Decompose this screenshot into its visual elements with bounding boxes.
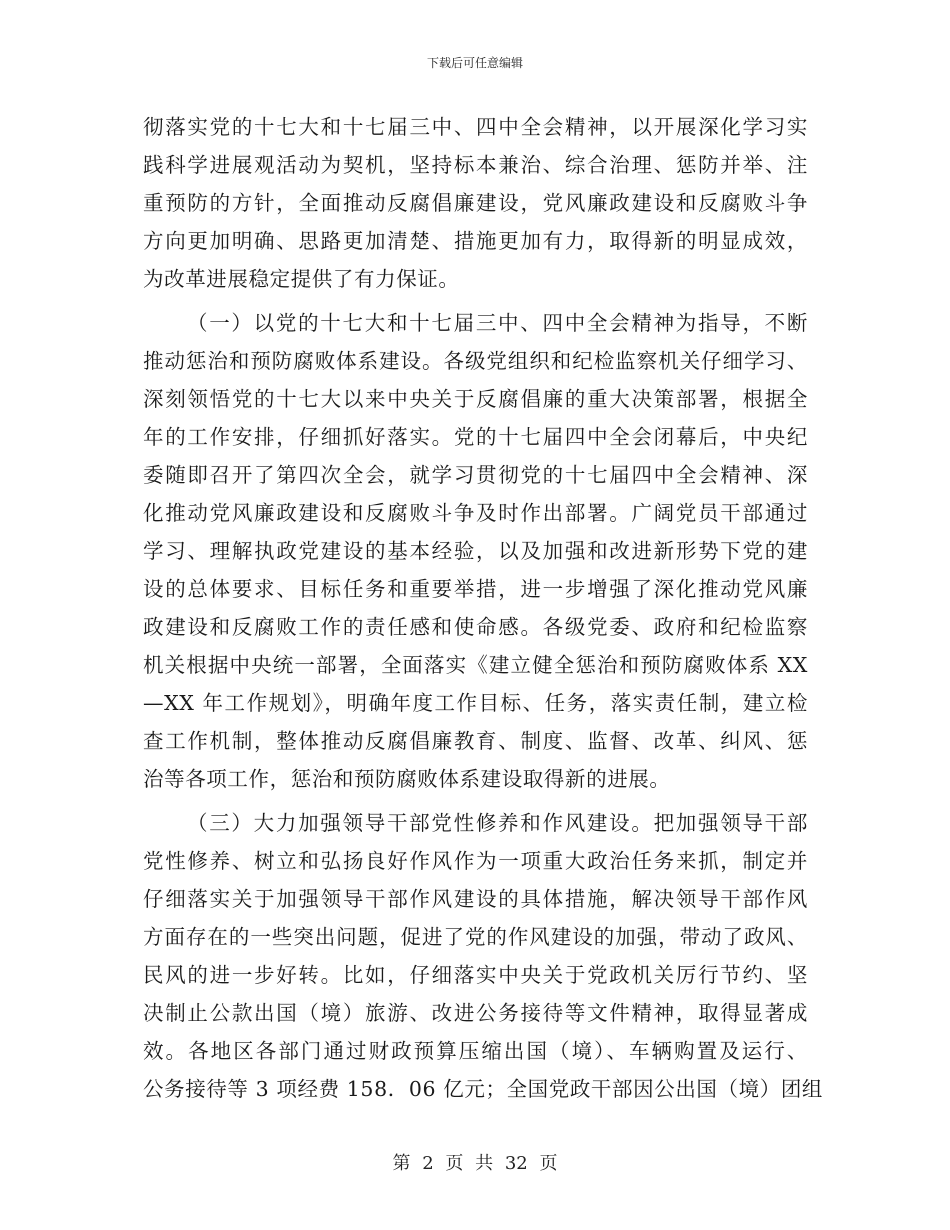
text-line: 公务接待等 3 项经费 158．06 亿元；全国党政干部因公出国（境）团组 <box>143 1077 824 1101</box>
text-line: 深刻领悟党的十七大以来中央关于反腐倡廉的重大决策部署，根据全 <box>143 387 808 411</box>
page-footer: 第 2 页 共 32 页 <box>392 1153 558 1174</box>
text-line: （一）以党的十七大和十七届三中、四中全会精神为指导，不断 <box>187 311 808 335</box>
text-line: 推动惩治和预防腐败体系建设。各级党组织和纪检监察机关仔细学习、 <box>143 349 808 373</box>
paragraph <box>143 304 808 798</box>
text-line: 治等各项工作，惩治和预防腐败体系建设取得新的进展。 <box>143 767 671 791</box>
text-line: 决制止公款出国（境）旅游、改进公务接待等文件精神，取得显著成 <box>143 1001 808 1025</box>
text-line: 年的工作安排，仔细抓好落实。党的十七届四中全会闭幕后，中央纪 <box>143 425 808 449</box>
text-line: 为改革进展稳定提供了有力保证。 <box>143 267 460 291</box>
text-line: 机关根据中央统一部署，全面落实《建立健全惩治和预防腐败体系 XX <box>143 653 808 677</box>
text-line: 学习、理解执政党建设的基本经验，以及加强和改进新形势下党的建 <box>143 539 808 563</box>
text-line: 效。各地区各部门通过财政预算压缩出国（境）、车辆购置及运行、 <box>143 1039 808 1063</box>
text-line: 方面存在的一些突出问题，促进了党的作风建设的加强，带动了政风、 <box>143 925 808 949</box>
text-line: 方向更加明确、思路更加清楚、措施更加有力，取得新的明显成效， <box>143 229 808 253</box>
text-line: —XX 年工作规划》，明确年度工作目标、任务，落实责任制，建立检 <box>143 691 808 715</box>
text-line: （三）大力加强领导干部党性修养和作风建设。把加强领导干部 <box>187 811 808 835</box>
text-line: 彻落实党的十七大和十七届三中、四中全会精神，以开展深化学习实 <box>143 115 808 139</box>
text-line: 重预防的方针，全面推动反腐倡廉建设，党风廉政建设和反腐败斗争 <box>143 191 808 215</box>
text-line: 政建设和反腐败工作的责任感和使命感。各级党委、政府和纪检监察 <box>143 615 808 639</box>
text-line: 党性修养、树立和弘扬良好作风作为一项重大政治任务来抓，制定并 <box>143 849 808 873</box>
text-line: 设的总体要求、目标任务和重要举措，进一步增强了深化推动党风廉 <box>143 577 808 601</box>
text-line: 查工作机制，整体推动反腐倡廉教育、制度、监督、改革、纠风、惩 <box>143 729 808 753</box>
paragraph <box>143 804 824 1108</box>
text-line: 仔细落实关于加强领导干部作风建设的具体措施，解决领导干部作风 <box>143 887 808 911</box>
text-line: 践科学进展观活动为契机，坚持标本兼治、综合治理、惩防并举、注 <box>143 153 808 177</box>
document-body <box>143 108 824 1108</box>
text-line: 化推动党风廉政建设和反腐败斗争及时作出部署。广阔党员干部通过 <box>143 501 808 525</box>
page-header: 下载后可任意编辑 <box>426 56 523 70</box>
text-line: 委随即召开了第四次全会，就学习贯彻党的十七届四中全会精神、深 <box>143 463 808 487</box>
text-line: 民风的进一步好转。比如，仔细落实中央关于党政机关厉行节约、坚 <box>143 963 808 987</box>
paragraph <box>143 108 808 298</box>
